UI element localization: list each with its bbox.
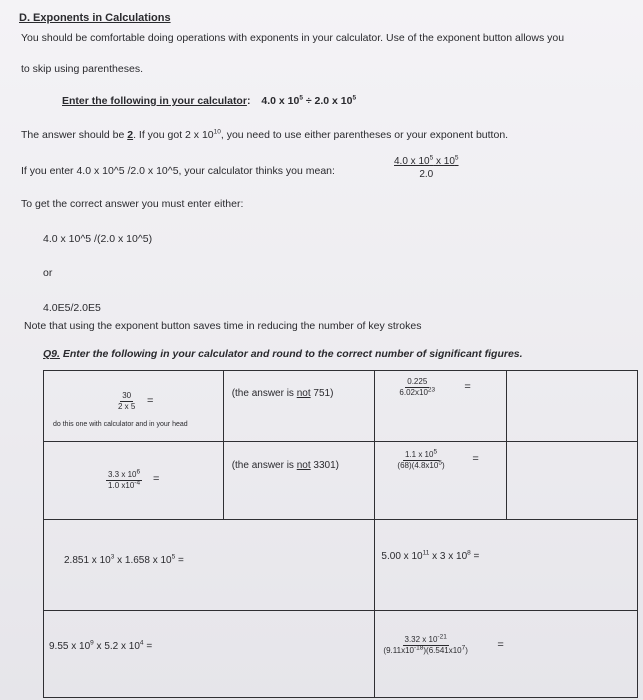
q9-line: Q9. Enter the following in your calculator and round to the correct number of significant figures.: [43, 348, 523, 360]
cell-r2c1: [44, 442, 224, 520]
equals-sign: =: [147, 395, 154, 407]
fraction-332e-21: $\frac{3.32 x 10^{-21}}{(9.11x10^{-18})(6.541x10^7)}$: [383, 633, 468, 655]
equals-sign: =: [464, 381, 471, 393]
cell-r3-right: [375, 520, 638, 611]
product-955e9: 9.55 x $10^9$ x 5.2 x $10^4$ =: [49, 639, 153, 652]
fraction-11e5: $\frac{1.1 x 10^5}{(68)(4.8x10^5)}$: [397, 448, 445, 470]
cell-r2c2: [223, 442, 375, 520]
cell-r1c2: [223, 371, 375, 442]
product-2851e3: 2.851 x $10^3$ x 1.658 x $10^5$ =: [64, 553, 184, 566]
fraction-0225: $\frac{0.225}{6.02x10^{23}}$: [399, 377, 436, 397]
enter-expression: 4.0 x $10^5 \div 2.0$ x $10^5$: [261, 94, 357, 107]
answer-cell-r2[interactable]: [507, 442, 638, 520]
product-500e11: 5.00 x $10^{11}$ x 3 x $10^8$ =: [381, 549, 480, 562]
note-line: Note that using the exponent button saves time in reducing the number of key strokes: [24, 320, 422, 332]
problem-grid: [43, 370, 638, 698]
intro-line-1: You should be comfortable doing operations with exponents in your calculator. Use of the exponent button allows you: [21, 32, 565, 44]
grid-row: [44, 442, 638, 520]
enter-instruction: [62, 95, 356, 108]
equals-sign: =: [153, 473, 160, 485]
equals-sign: =: [497, 639, 504, 651]
grid-row: [44, 371, 638, 442]
fraction-30-over-2x5: $\frac{30}{2 x 5}$: [118, 391, 136, 411]
cell-r4-left: [44, 611, 375, 698]
option-exponent: 4.0E5/2.0E5: [43, 302, 101, 314]
intro-line-2: to skip using parentheses.: [21, 63, 143, 75]
grid-row: [44, 611, 638, 698]
q9-number: Q9.: [43, 348, 60, 360]
hint-not-751: (the answer is not 751): [231, 388, 334, 399]
thinks-fraction: $\frac{4.0 x 10^5 x 10^5}{2.0}$: [394, 154, 459, 180]
answer-value: 2: [127, 129, 134, 141]
or-label: or: [43, 267, 53, 279]
cell-note: do this one with calculator and in your head: [53, 421, 188, 428]
option-parentheses: 4.0 x 10^5 /(2.0 x 10^5): [43, 233, 153, 245]
correct-intro: To get the correct answer you must enter either:: [21, 198, 244, 210]
section-heading: D. Exponents in Calculations: [19, 12, 171, 24]
equals-sign: =: [472, 453, 479, 465]
if-enter-line: If you enter 4.0 x 10^5 /2.0 x 10^5, your calculator thinks you mean:: [21, 165, 335, 177]
answer-cell-r1[interactable]: [507, 371, 638, 442]
enter-label: Enter the following in your calculator: [62, 95, 247, 107]
fraction-33e6: $\frac{3.3 x 10^6}{1.0 x10^{-4}}$: [108, 468, 141, 490]
enter-colon: :: [246, 95, 251, 107]
cell-r1c1: [44, 371, 224, 442]
cell-r3-left: [44, 520, 375, 611]
cell-r1c3: [375, 371, 507, 442]
answer-line: The answer should be 2. If you got 2 x $10^{10}$, you need to use either parentheses or your exponent button.: [21, 128, 509, 141]
cell-r4-right: [375, 611, 638, 698]
cell-r2c3: [375, 442, 507, 520]
grid-row: [44, 520, 638, 611]
hint-not-3301: (the answer is not 3301): [231, 460, 339, 471]
